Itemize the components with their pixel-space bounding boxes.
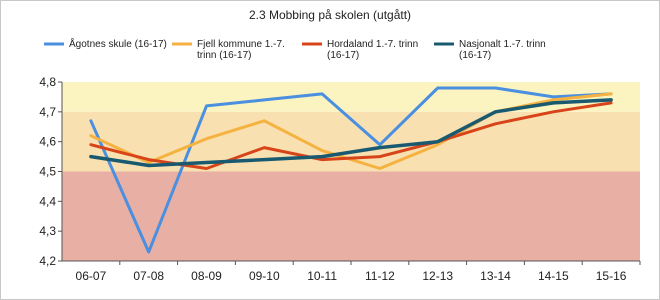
y-tick-label: 4,4 [39, 194, 56, 209]
x-tick-label: 13-14 [480, 269, 511, 283]
legend-item-3 [302, 39, 418, 61]
chart-title: 2.3 Mobbing på skolen (utgått) [248, 8, 412, 22]
legend-item-1 [44, 37, 167, 50]
legend-label: Ågotnes skule (16-17) [69, 39, 167, 50]
band-0 [62, 172, 640, 262]
x-tick-label: 07-08 [133, 269, 165, 283]
legend-label: Fjell kommune 1.-7. trinn (16-17) [197, 39, 285, 61]
y-tick-label: 4,7 [39, 104, 56, 119]
x-tick-label: 14-15 [537, 269, 569, 283]
legend-item-4 [434, 39, 546, 61]
x-tick-label: 08-09 [191, 269, 222, 283]
x-tick-label: 06-07 [75, 269, 107, 283]
legend-label: Nasjonalt 1.-7. trinn (16-17) [459, 39, 546, 61]
x-tick-label: 11-12 [364, 269, 395, 283]
legend-label: Hordaland 1.-7. trinn (16-17) [327, 39, 419, 61]
legend-item-2 [172, 39, 285, 61]
x-tick-label: 15-16 [595, 269, 627, 283]
y-tick-label: 4,3 [39, 224, 56, 239]
y-tick-label: 4,8 [39, 75, 56, 89]
y-tick-label: 4,2 [39, 254, 56, 268]
x-tick-label: 10-11 [307, 269, 338, 283]
plot-area [39, 75, 640, 283]
y-tick-label: 4,6 [39, 134, 56, 149]
x-tick-label: 12-13 [422, 269, 454, 283]
y-tick-label: 4,5 [39, 164, 56, 179]
x-tick-label: 09-10 [248, 269, 280, 283]
legend [44, 37, 546, 61]
